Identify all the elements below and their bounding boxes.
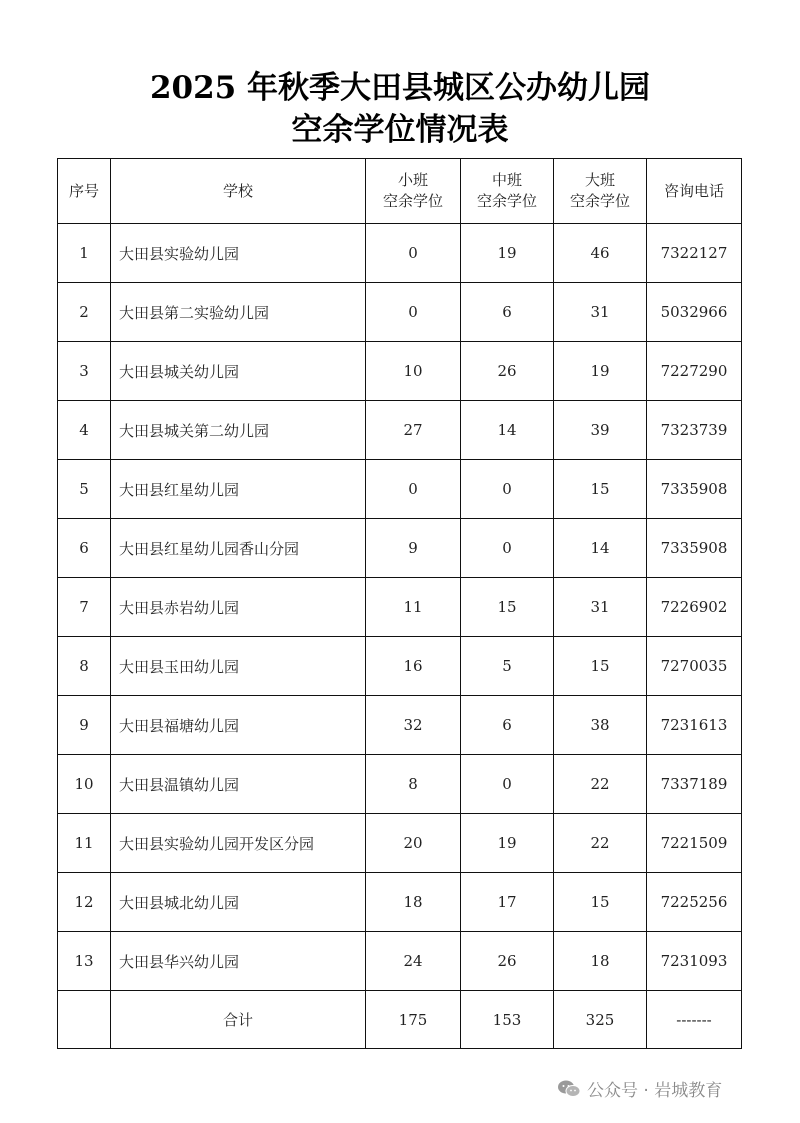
row-small: 18 [366, 873, 461, 932]
row-big: 22 [554, 814, 647, 873]
row-small: 16 [366, 637, 461, 696]
row-small: 0 [366, 460, 461, 519]
total-big: 325 [554, 991, 647, 1049]
row-big: 15 [554, 637, 647, 696]
header-phone: 咨询电话 [647, 159, 742, 224]
header-big [554, 159, 647, 224]
row-mid: 6 [461, 696, 554, 755]
row-big: 31 [554, 283, 647, 342]
row-school: 大田县第二实验幼儿园 [111, 283, 366, 342]
row-no: 4 [58, 401, 111, 460]
row-mid: 5 [461, 637, 554, 696]
row-phone: 5032966 [647, 283, 742, 342]
table-row [58, 401, 742, 460]
total-row [58, 991, 742, 1049]
row-no: 3 [58, 342, 111, 401]
row-big: 31 [554, 578, 647, 637]
table-row [58, 696, 742, 755]
row-school: 大田县实验幼儿园 [111, 224, 366, 283]
header-small-line1: 小班 [397, 171, 428, 189]
table-row [58, 342, 742, 401]
row-school: 大田县红星幼儿园香山分园 [111, 519, 366, 578]
header-mid [461, 159, 554, 224]
table-header-row [58, 159, 742, 224]
vacancy-table [57, 158, 742, 1049]
row-no: 13 [58, 932, 111, 991]
wechat-icon [557, 1079, 581, 1099]
row-school: 大田县福塘幼儿园 [111, 696, 366, 755]
header-mid-line1: 中班 [491, 171, 522, 189]
row-school: 大田县赤岩幼儿园 [111, 578, 366, 637]
watermark [557, 1076, 722, 1101]
row-phone: 7322127 [647, 224, 742, 283]
table-row [58, 519, 742, 578]
watermark-text: 公众号 · 岩城教育 [587, 1081, 723, 1101]
row-school: 大田县实验幼儿园开发区分园 [111, 814, 366, 873]
row-mid: 14 [461, 401, 554, 460]
row-school: 大田县城关幼儿园 [111, 342, 366, 401]
row-school: 大田县玉田幼儿园 [111, 637, 366, 696]
row-mid: 26 [461, 342, 554, 401]
row-big: 39 [554, 401, 647, 460]
row-small: 32 [366, 696, 461, 755]
row-small: 20 [366, 814, 461, 873]
header-small [366, 159, 461, 224]
table-row [58, 932, 742, 991]
row-phone: 7323739 [647, 401, 742, 460]
row-school: 大田县城关第二幼儿园 [111, 401, 366, 460]
table-row [58, 578, 742, 637]
row-phone: 7231093 [647, 932, 742, 991]
row-small: 0 [366, 224, 461, 283]
row-small: 24 [366, 932, 461, 991]
total-phone: ------- [647, 991, 742, 1049]
table-row [58, 224, 742, 283]
row-no: 12 [58, 873, 111, 932]
row-mid: 0 [461, 460, 554, 519]
row-phone: 7231613 [647, 696, 742, 755]
row-school: 大田县红星幼儿园 [111, 460, 366, 519]
row-small: 11 [366, 578, 461, 637]
total-no [58, 991, 111, 1049]
row-big: 19 [554, 342, 647, 401]
row-small: 27 [366, 401, 461, 460]
row-mid: 19 [461, 814, 554, 873]
row-mid: 19 [461, 224, 554, 283]
row-big: 18 [554, 932, 647, 991]
row-small: 0 [366, 283, 461, 342]
row-big: 22 [554, 755, 647, 814]
row-small: 9 [366, 519, 461, 578]
row-small: 8 [366, 755, 461, 814]
page-subtitle: 空余学位情况表 [291, 112, 509, 148]
row-mid: 0 [461, 755, 554, 814]
row-phone: 7227290 [647, 342, 742, 401]
row-no: 11 [58, 814, 111, 873]
table-row [58, 637, 742, 696]
table-row [58, 283, 742, 342]
row-no: 7 [58, 578, 111, 637]
row-phone: 7337189 [647, 755, 742, 814]
row-mid: 26 [461, 932, 554, 991]
row-no: 8 [58, 637, 111, 696]
header-mid-line2: 空余学位 [476, 192, 537, 210]
total-mid: 153 [461, 991, 554, 1049]
row-no: 9 [58, 696, 111, 755]
row-big: 15 [554, 873, 647, 932]
row-no: 2 [58, 283, 111, 342]
row-big: 38 [554, 696, 647, 755]
table-row [58, 755, 742, 814]
table-row [58, 873, 742, 932]
table-row [58, 460, 742, 519]
row-mid: 6 [461, 283, 554, 342]
row-mid: 0 [461, 519, 554, 578]
row-phone: 7270035 [647, 637, 742, 696]
row-no: 5 [58, 460, 111, 519]
row-no: 6 [58, 519, 111, 578]
header-school: 学校 [111, 159, 366, 224]
header-big-line2: 空余学位 [569, 192, 630, 210]
page-title: 2025 年秋季大田县城区公办幼儿园 [149, 70, 651, 106]
row-phone: 7225256 [647, 873, 742, 932]
row-big: 14 [554, 519, 647, 578]
row-big: 46 [554, 224, 647, 283]
table-row [58, 814, 742, 873]
row-no: 10 [58, 755, 111, 814]
row-mid: 15 [461, 578, 554, 637]
row-small: 10 [366, 342, 461, 401]
row-no: 1 [58, 224, 111, 283]
header-big-line1: 大班 [584, 171, 615, 189]
row-phone: 7335908 [647, 460, 742, 519]
row-mid: 17 [461, 873, 554, 932]
total-small: 175 [366, 991, 461, 1049]
row-phone: 7226902 [647, 578, 742, 637]
row-school: 大田县城北幼儿园 [111, 873, 366, 932]
row-phone: 7335908 [647, 519, 742, 578]
header-no: 序号 [58, 159, 111, 224]
total-label: 合计 [111, 991, 366, 1049]
row-school: 大田县华兴幼儿园 [111, 932, 366, 991]
row-phone: 7221509 [647, 814, 742, 873]
row-big: 15 [554, 460, 647, 519]
header-small-line2: 空余学位 [382, 192, 443, 210]
row-school: 大田县温镇幼儿园 [111, 755, 366, 814]
